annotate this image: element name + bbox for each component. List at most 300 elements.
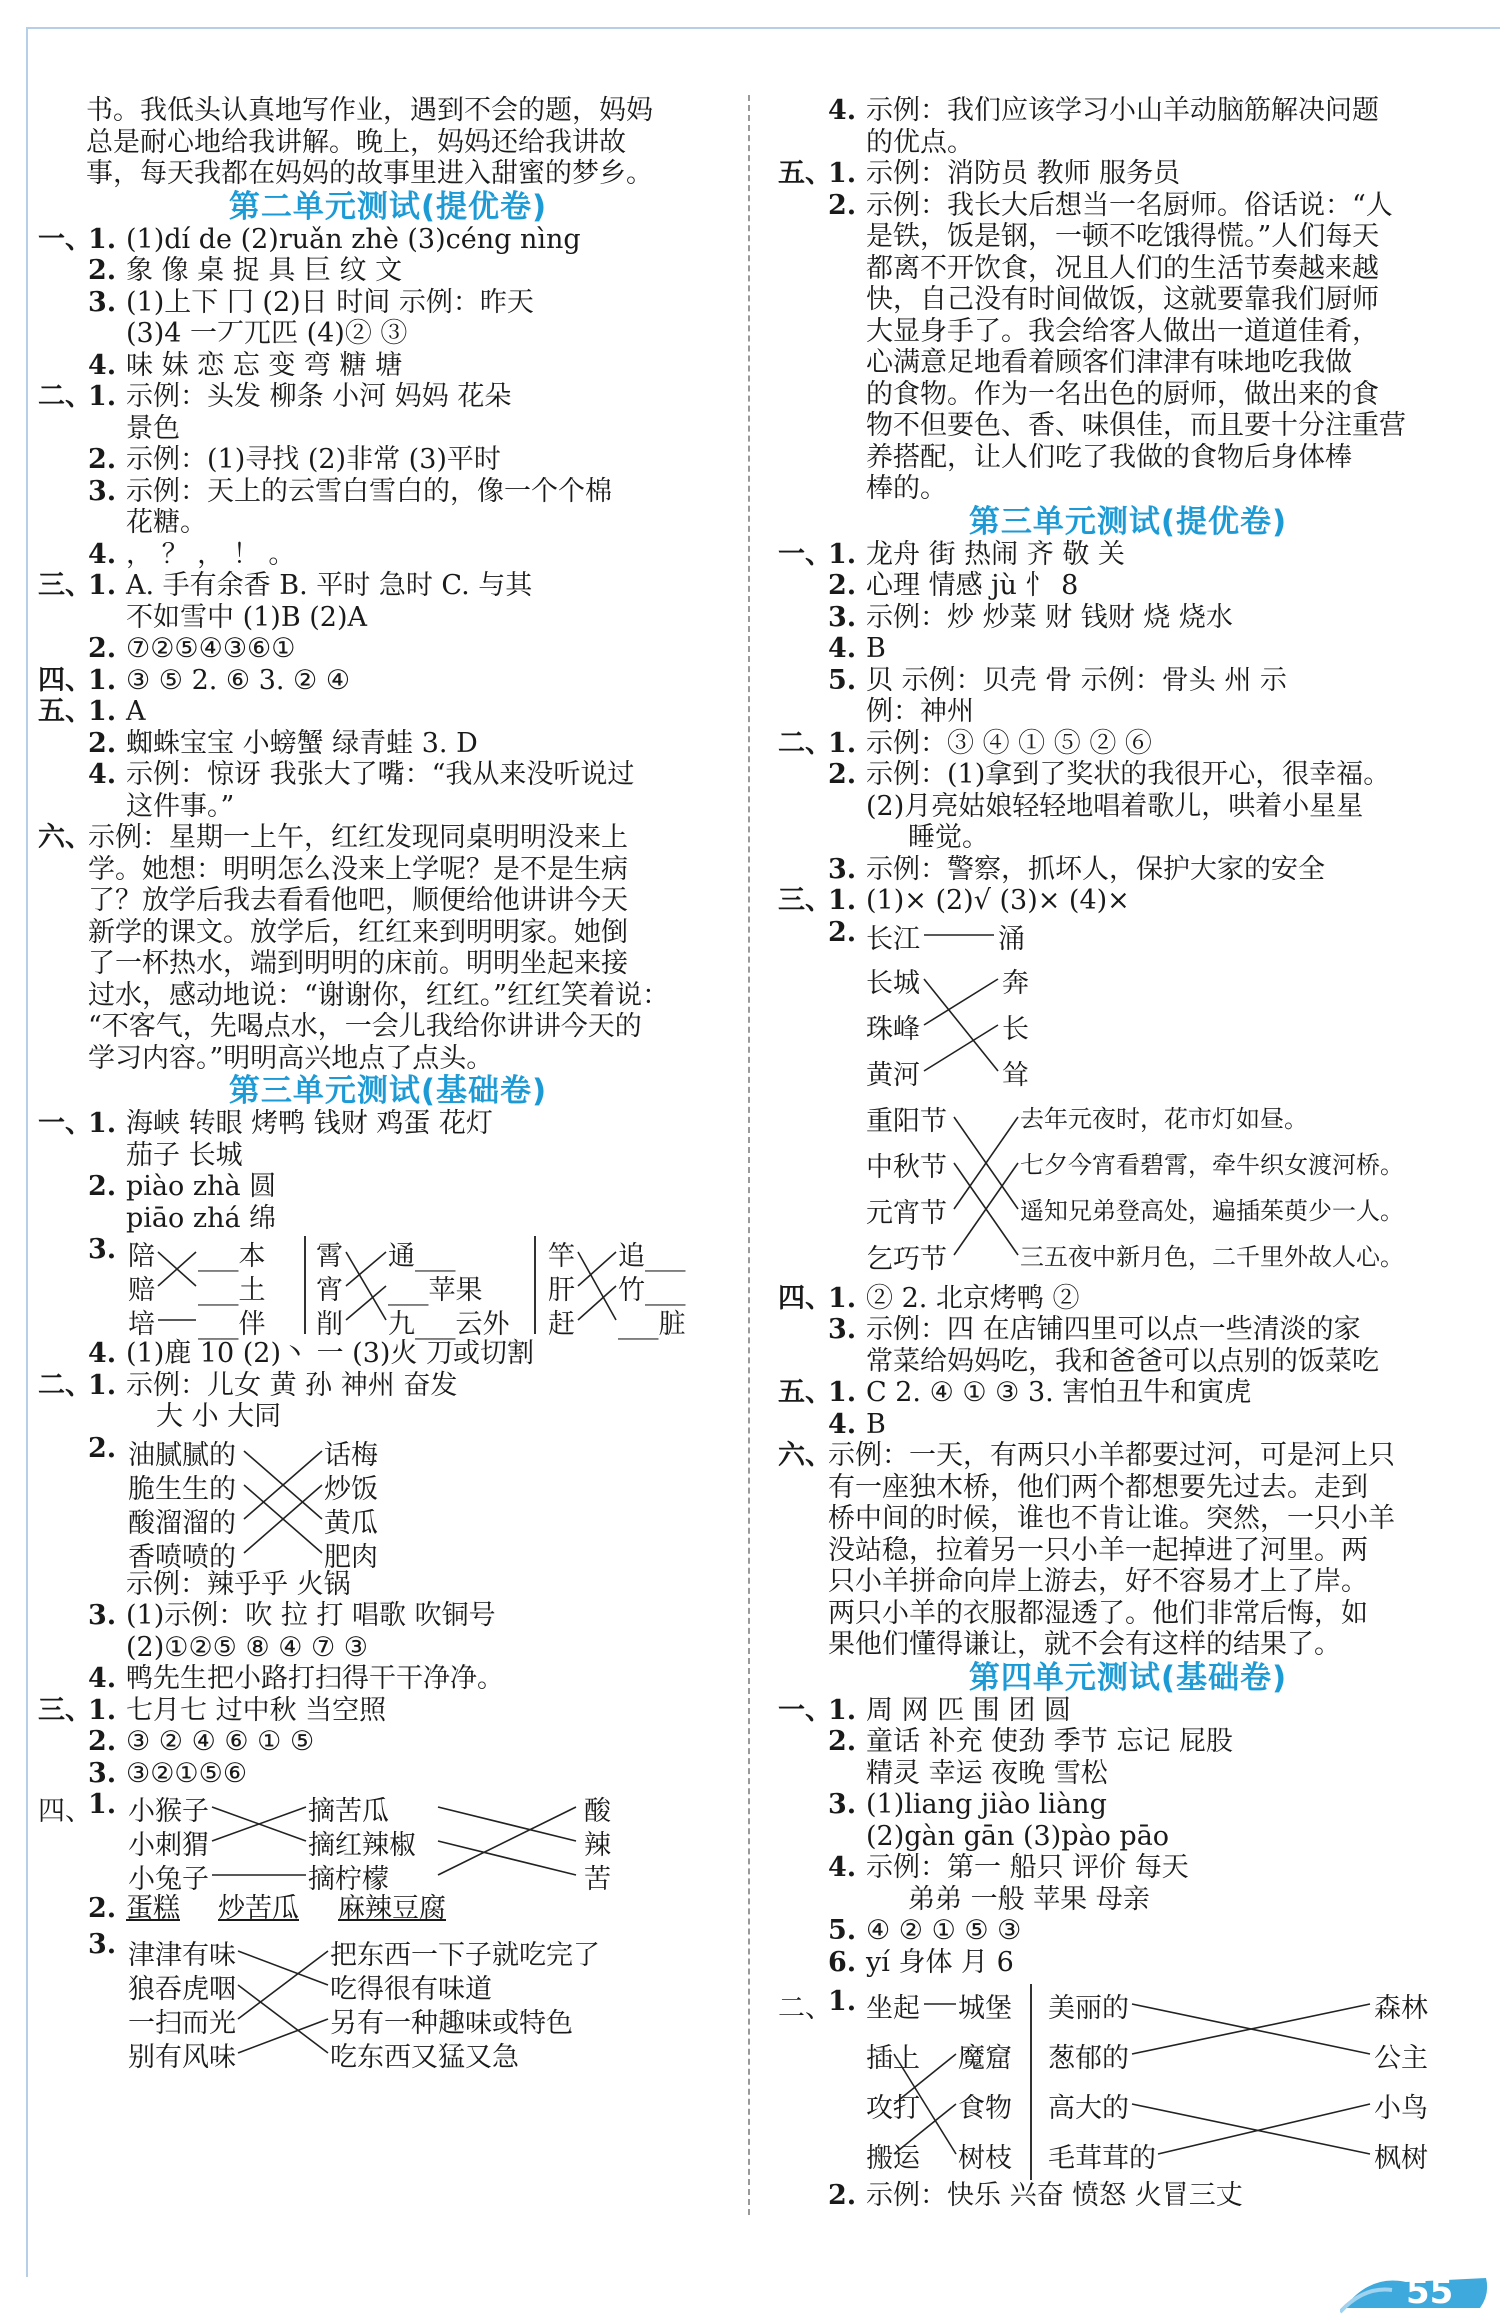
answer-text: 龙舟 街 热闹 齐 敬 关	[866, 538, 1125, 570]
text-line	[38, 158, 738, 190]
connector-lines	[778, 1984, 1478, 2180]
left-border	[26, 27, 28, 2277]
section-label: 二、	[38, 1369, 92, 1401]
text-line	[38, 127, 738, 159]
answer-line	[778, 1884, 1478, 1916]
item-number: 3.	[88, 286, 117, 318]
unit4-title: 第四单元测试(基础卷)	[968, 1659, 1288, 1696]
answer-text: 这件事。”	[126, 790, 235, 822]
match-item: 小刺猬	[128, 1830, 209, 1861]
essay-line: “不客气，先喝点水，一会儿我给你讲讲今天的	[88, 1011, 642, 1042]
answer-line	[778, 1566, 1478, 1598]
item-number: 4.	[828, 1408, 857, 1440]
text-line	[38, 95, 738, 127]
match-item: 插上	[866, 2043, 920, 2074]
match-item: 乞巧节	[866, 1243, 947, 1275]
match-item: 酸	[584, 1796, 611, 1827]
answer-line	[778, 379, 1478, 411]
item-number: 4.	[88, 349, 117, 381]
section-label: 四、	[38, 664, 92, 696]
section-label: 三、	[38, 1694, 92, 1726]
answer-text: 示例：警察，抓坏人，保护大家的安全	[866, 853, 1325, 885]
answer-line	[38, 539, 738, 571]
item-number: 2.	[88, 1726, 117, 1757]
essay-line: 示例：我长大后想当一名厨师。俗话说：“人	[866, 189, 1393, 221]
essay-line: 只小羊拼命向岸上游去，好不容易才上了岸。	[828, 1566, 1368, 1597]
item-number: 2.	[828, 916, 857, 948]
item-number: 2.	[828, 759, 857, 790]
answer-text: A	[126, 696, 146, 727]
essay-line: 是铁，饭是钢，一顿不吃饿得慌。”人们每天	[866, 221, 1380, 252]
item-number: 1.	[88, 223, 117, 255]
item-number: 4.	[828, 633, 857, 664]
item-number: 2.	[828, 189, 857, 221]
section-label: 五、	[778, 158, 832, 189]
match-item: 搬运	[866, 2143, 920, 2174]
answer-line	[38, 1043, 738, 1075]
match-item: 吃东西又猛又急	[330, 2041, 519, 2073]
answer-text: ③②①⑤⑥	[126, 1757, 248, 1789]
match-item: 脆生生的	[128, 1473, 236, 1505]
answer-line	[38, 1600, 738, 1632]
item-number: 2.	[828, 2180, 857, 2211]
answer-text: 童话 补充 使劲 季节 忘记 屁股	[866, 1726, 1233, 1757]
answer-line	[778, 442, 1478, 474]
connector-lines	[38, 1234, 738, 1338]
item-number: 1.	[88, 1369, 117, 1401]
match-item: 宵	[316, 1275, 343, 1306]
answer-line	[778, 1915, 1478, 1947]
essay-line: 示例：一天，有两只小羊都要过河，可是河上只	[828, 1440, 1395, 1471]
answer-line	[778, 1283, 1478, 1315]
section-label: 三、	[38, 570, 92, 601]
answer-line	[778, 696, 1478, 728]
match-item: 去年元夜时，花市灯如昼。	[1020, 1104, 1308, 1133]
match-item: 耸	[1002, 1059, 1029, 1091]
answer-text: 七月七 过中秋 当空照	[126, 1694, 387, 1726]
answer-text: 睡觉。	[908, 822, 989, 853]
match-item: 通___	[388, 1241, 456, 1272]
item-number: 6.	[828, 1946, 857, 1978]
matching-exercise	[778, 916, 1478, 1091]
match-item: 话梅	[324, 1439, 378, 1471]
answer-line	[38, 854, 738, 886]
answer-line	[778, 190, 1478, 222]
answer-text: (1)× (2)√ (3)× (4)×	[866, 885, 1130, 916]
answer-line	[38, 728, 738, 760]
match-item: 葱郁的	[1048, 2043, 1129, 2074]
answer-text: 示例：惊讶 我张大了嘴：“我从来没听说过	[126, 759, 635, 790]
answer-line	[38, 822, 738, 854]
section-label: 四、	[38, 1796, 92, 1827]
essay-line: 棒的。	[866, 473, 947, 504]
page-number: 55	[1406, 2272, 1454, 2312]
answer-text: ③ ② ④ ⑥ ① ⑤	[126, 1726, 315, 1757]
match-item: 黄瓜	[324, 1507, 378, 1539]
page-number-badge	[1340, 2268, 1490, 2314]
match-item: 油腻腻的	[128, 1439, 236, 1471]
match-item: 三五夜中新月色，二千里外故人心。	[1020, 1242, 1404, 1271]
answer-text: 不如雪中 (1)B (2)A	[126, 601, 367, 633]
answer-line	[778, 221, 1478, 253]
essay-line: 大显身手了。我会给客人做出一道道佳肴，	[866, 315, 1379, 347]
matching-exercise	[38, 1789, 738, 1893]
answer-line	[778, 1947, 1478, 1979]
answer-line	[38, 759, 738, 791]
unit2-title: 第二单元测试(提优卷)	[228, 188, 548, 225]
answer-text: 茄子 长城	[126, 1139, 243, 1171]
answer-text: 示例：(1)寻找 (2)非常 (3)平时	[126, 444, 501, 475]
answer-line	[778, 1346, 1478, 1378]
answer-text: (3)4 一丆兀匹 (4)② ③	[126, 318, 408, 349]
answer-line	[38, 224, 738, 256]
match-item: 摘苦瓜	[308, 1796, 389, 1827]
section-label: 四、	[778, 1282, 832, 1314]
answer-line	[38, 1893, 738, 1925]
match-item: 长	[1002, 1013, 1029, 1045]
answer-line	[38, 1726, 738, 1758]
match-item: 培	[128, 1309, 155, 1340]
section-label: 二、	[778, 727, 832, 759]
answer-line	[778, 759, 1478, 791]
answer-text: 的优点。	[866, 126, 974, 158]
answer-text: ⑦②⑤④③⑥①	[126, 633, 296, 664]
answer-line	[38, 1338, 738, 1370]
match-item: 辣	[584, 1830, 611, 1861]
answer-text: 景色	[126, 412, 180, 444]
answer-line	[38, 1401, 738, 1433]
match-item: 吃得很有味道	[330, 1973, 492, 2005]
answer-line	[38, 791, 738, 823]
item-number: 2.	[88, 633, 117, 664]
match-item: 摘柠檬	[308, 1864, 389, 1895]
answer-line	[778, 854, 1478, 886]
match-item: 美丽的	[1048, 1993, 1129, 2024]
answer-line	[38, 1569, 738, 1601]
answer-line	[778, 410, 1478, 442]
intro-line: 事，每天我都在妈妈的故事里进入甜蜜的梦乡。	[86, 158, 653, 189]
answer-line	[778, 1726, 1478, 1758]
answer-text: 示例：③ ④ ① ⑤ ② ⑥	[866, 727, 1152, 759]
match-item: 攻打	[866, 2093, 920, 2124]
answer-line	[38, 1663, 738, 1695]
item-number: 1.	[828, 1694, 857, 1726]
match-item: 小猴子	[128, 1796, 209, 1827]
essay-line: 果他们懂得谦让，就不会有这样的结果了。	[828, 1629, 1341, 1660]
answer-line	[778, 885, 1478, 917]
answer-text: 蛋糕	[126, 1893, 180, 1924]
answer-line	[38, 570, 738, 602]
matching-exercise	[38, 1432, 738, 1573]
answer-line	[778, 95, 1478, 127]
answer-text: 炒苦瓜	[218, 1893, 299, 1924]
answer-line	[38, 948, 738, 980]
answer-line	[778, 1535, 1478, 1567]
answer-line	[778, 1695, 1478, 1727]
match-item: 长江	[866, 923, 920, 955]
intro-line: 书。我低头认真地写作业，遇到不会的题，妈妈	[86, 95, 653, 126]
match-item: 高大的	[1048, 2093, 1129, 2124]
connector-lines	[38, 1433, 738, 1569]
answer-line	[38, 287, 738, 319]
answer-text: 示例：炒 炒菜 财 钱财 烧 烧水	[866, 601, 1233, 633]
answer-text: 海峡 转眼 烤鸭 钱财 鸡蛋 花灯	[126, 1108, 493, 1139]
item-number: 1.	[88, 664, 117, 696]
answer-text: 贝 示例：贝壳 骨 示例：骨头 州 示	[866, 664, 1287, 696]
matching-exercise	[778, 1984, 1478, 2180]
answer-text: 示例：天上的云雪白雪白的，像一个个棉	[126, 475, 612, 507]
answer-line	[38, 665, 738, 697]
answer-line	[38, 1108, 738, 1140]
essay-line: 了？放学后我去看看他吧，顺便给他讲讲今天	[88, 885, 628, 916]
intro-line: 总是耐心地给我讲解。晚上，妈妈还给我讲故	[86, 126, 626, 158]
answer-text: 示例：辣乎乎 火锅	[126, 1568, 351, 1600]
item-number: 4.	[828, 95, 857, 126]
match-item: 肝	[548, 1275, 575, 1306]
match-item: 坐起	[866, 1993, 920, 2024]
answer-text: 示例：四 在店铺四里可以点一些清淡的家	[866, 1314, 1361, 1345]
matching-exercise	[38, 1234, 738, 1338]
item-number: 1.	[88, 1108, 117, 1139]
answer-text: (1)liang jiào liàng	[866, 1789, 1107, 1820]
item-number: 2.	[88, 1171, 117, 1202]
answer-text: C 2. ④ ① ③ 3. 害怕丑牛和寅虎	[866, 1377, 1252, 1408]
match-item: 森林	[1374, 1993, 1428, 2024]
item-number: 3.	[88, 475, 117, 507]
answer-text: 鸭先生把小路打扫得干干净净。	[126, 1663, 504, 1694]
match-item: 竿	[548, 1241, 575, 1272]
section-label: 三、	[778, 885, 832, 916]
section-label: 五、	[38, 696, 92, 727]
answer-line	[38, 444, 738, 476]
answer-line	[778, 1503, 1478, 1535]
match-item: 长城	[866, 967, 920, 999]
answer-text: (1)示例：吹 拉 打 唱歌 吹铜号	[126, 1600, 496, 1631]
answer-text: 示例：快乐 兴奋 愤怒 火冒三丈	[866, 2180, 1243, 2211]
item-number: 1.	[828, 885, 857, 916]
section-label: 二、	[38, 381, 92, 412]
item-number: 1.	[88, 570, 117, 601]
answer-text: 示例：第一 船只 评价 每天	[866, 1852, 1189, 1883]
unit3-title: 第三单元测试(基础卷)	[228, 1073, 548, 1109]
answer-line	[778, 791, 1478, 823]
answer-text: (1)上下 ⼌ (2)日 时间 示例：昨天	[126, 286, 534, 318]
item-number: 4.	[828, 1852, 857, 1883]
match-item: 魔窟	[958, 2043, 1012, 2074]
answer-line	[778, 570, 1478, 602]
answer-text: piào zhà 圆	[126, 1171, 277, 1202]
answer-line	[778, 1409, 1478, 1441]
match-item: ___伴	[198, 1309, 266, 1340]
essay-line: 都离不开饮食，况且人们的生活节奏越来越	[866, 252, 1379, 284]
answer-line	[38, 1011, 738, 1043]
match-item: 别有风味	[128, 2041, 236, 2073]
answer-line	[778, 665, 1478, 697]
answer-line	[38, 1203, 738, 1235]
match-item: 削	[316, 1309, 343, 1340]
answer-text: 示例：消防员 教师 服务员	[866, 158, 1181, 189]
match-item: 重阳节	[866, 1105, 947, 1137]
match-item: 涌	[998, 923, 1025, 955]
item-number: 5.	[828, 1915, 857, 1946]
answer-line	[778, 473, 1478, 505]
answer-line	[38, 917, 738, 949]
essay-line: 示例：星期一上午，红红发现同桌明明没来上	[88, 822, 628, 853]
connector-lines	[38, 1789, 738, 1893]
answer-text: (1)dí de (2)ruǎn zhè (3)céng nìng	[126, 223, 581, 255]
answer-line	[38, 1140, 738, 1172]
answer-text: 麻辣豆腐	[338, 1893, 446, 1924]
match-item: 苦	[584, 1864, 611, 1895]
match-item: 酸溜溜的	[128, 1507, 236, 1539]
match-item: ___苹果	[388, 1275, 483, 1306]
answer-line	[38, 350, 738, 382]
match-item: ___脏	[618, 1309, 686, 1340]
match-item: 七夕今宵看碧霄，牵牛织女渡河桥。	[1020, 1150, 1404, 1179]
answer-text: 精灵 幸运 夜晚 雪松	[866, 1757, 1108, 1789]
answer-line	[778, 127, 1478, 159]
match-item: 黄河	[866, 1059, 920, 1091]
answer-text: 周 网 匹 围 团 圆	[866, 1694, 1071, 1726]
match-item: 树枝	[958, 2143, 1012, 2174]
answer-text: 大 小 大同	[156, 1401, 282, 1432]
item-number: 2.	[88, 255, 117, 286]
answer-line	[38, 1758, 738, 1790]
match-item: 奔	[1002, 967, 1029, 999]
essay-line: 的食物。作为一名出色的厨师，做出来的食	[866, 378, 1379, 410]
item-number: 3.	[828, 1314, 857, 1345]
item-number: 3.	[88, 1600, 117, 1631]
match-item: 摘红辣椒	[308, 1830, 416, 1861]
answer-line	[38, 885, 738, 917]
match-item: 城堡	[958, 1993, 1012, 2024]
item-number: 3.	[828, 1789, 857, 1820]
answer-line	[38, 1695, 738, 1727]
right-column	[778, 95, 1478, 2212]
answer-text: 心理 情感 jù 忄 8	[866, 570, 1079, 601]
answer-line	[778, 1758, 1478, 1790]
match-item: 珠峰	[866, 1013, 920, 1045]
item-number: 2.	[88, 1432, 117, 1464]
answer-text: 象 像 桌 捉 具 巨 纹 文	[126, 255, 403, 286]
item-number: 3.	[88, 1234, 117, 1265]
match-item: 毛茸茸的	[1048, 2143, 1156, 2174]
match-item: 九___云外	[388, 1309, 510, 1340]
answer-line	[778, 633, 1478, 665]
section-label: 一、	[38, 223, 92, 255]
essay-line: 两只小羊的衣服都湿透了。他们非常后悔，如	[828, 1597, 1368, 1629]
matching-exercise	[38, 1928, 738, 2073]
answer-line	[38, 413, 738, 445]
answer-text: B	[866, 633, 886, 664]
match-item: 食物	[958, 2093, 1012, 2124]
answer-line	[778, 284, 1478, 316]
item-number: 2.	[88, 1893, 117, 1924]
answer-line	[778, 158, 1478, 190]
answer-text: 味 妹 恋 忘 变 弯 糖 塘	[126, 349, 403, 381]
answer-text: (2)月亮姑娘轻轻地唱着歌儿，哄着小星星	[866, 790, 1364, 822]
item-number: 4.	[88, 538, 117, 570]
matching-exercise	[778, 1095, 1478, 1283]
match-item: 陪	[128, 1241, 155, 1272]
match-item: 赶	[548, 1309, 575, 1340]
item-number: 1.	[88, 1694, 117, 1726]
section-label: 五、	[778, 1377, 832, 1408]
answer-line	[38, 1370, 738, 1402]
answer-text: 示例：儿女 黄 孙 神州 奋发	[126, 1369, 458, 1401]
answer-line	[38, 1171, 738, 1203]
answer-line	[778, 728, 1478, 760]
item-number: 2.	[828, 570, 857, 601]
column-divider	[748, 95, 750, 2215]
answer-line	[38, 633, 738, 665]
match-item: 一扫而光	[128, 2007, 236, 2039]
match-item: 枫树	[1374, 2143, 1428, 2174]
answer-text: 示例：(1)拿到了奖状的我很开心，很幸福。	[866, 759, 1391, 790]
match-item: ___土	[198, 1275, 266, 1306]
answer-text: 花糖。	[126, 507, 207, 538]
match-item: 香喷喷的	[128, 1541, 236, 1573]
item-number: 1.	[828, 158, 857, 189]
answer-text: ， ？ ， ！ 。	[126, 538, 296, 570]
item-number: 3.	[828, 601, 857, 633]
answer-line	[38, 1632, 738, 1664]
item-number: 2.	[88, 727, 117, 759]
item-number: 1.	[828, 1986, 857, 2017]
match-item: 小兔子	[128, 1864, 209, 1895]
match-item: 小鸟	[1374, 2093, 1428, 2124]
match-item: 中秋节	[866, 1151, 947, 1183]
match-item: 霄	[316, 1241, 343, 1272]
answer-line	[778, 1377, 1478, 1409]
essay-line: 桥中间的时候，谁也不肯让谁。突然，一只小羊	[828, 1503, 1395, 1534]
left-column	[38, 95, 738, 2073]
answer-line	[38, 602, 738, 634]
answer-line	[38, 507, 738, 539]
answer-line	[38, 255, 738, 287]
section-label: 二、	[778, 1993, 832, 2024]
match-item: 炒饭	[324, 1473, 378, 1505]
essay-line: 心满意足地看着顾客们津津有味地吃我做	[866, 347, 1352, 378]
item-number: 1.	[88, 1789, 117, 1820]
answer-line	[778, 316, 1478, 348]
item-number: 3.	[88, 1928, 117, 1960]
connector-lines	[38, 1929, 738, 2069]
unit3-advanced-title: 第三单元测试(提优卷)	[968, 503, 1288, 540]
answer-text: 示例：我们应该学习小山羊动脑筋解决问题	[866, 95, 1379, 126]
essay-line: 养搭配，让人们吃了我做的食物后身体棒	[866, 441, 1352, 473]
section-label: 一、	[778, 1694, 832, 1726]
item-number: 4.	[88, 759, 117, 790]
match-item: 竹___	[618, 1275, 686, 1306]
answer-text: 示例：头发 柳条 小河 妈妈 花朵	[126, 381, 512, 412]
answer-line	[38, 318, 738, 350]
essay-line: 过水，感动地说：“谢谢你，红红。”红红笑着说：	[88, 979, 670, 1011]
section-label: 六、	[778, 1440, 832, 1471]
answer-line	[778, 1629, 1478, 1661]
match-item: 遥知兄弟登高处，遍插茱萸少一人。	[1020, 1196, 1404, 1225]
item-number: 3.	[88, 1757, 117, 1789]
answer-text: ③ ⑤ 2. ⑥ 3. ② ④	[126, 664, 351, 696]
essay-line: 有一座独木桥，他们两个都想要先过去。走到	[828, 1471, 1368, 1503]
answer-line	[778, 2180, 1478, 2212]
answer-line	[778, 602, 1478, 634]
answer-line	[778, 1598, 1478, 1630]
match-item: 狼吞虎咽	[128, 1973, 236, 2005]
answer-text: A. 手有余香 B. 平时 急时 C. 与其	[126, 570, 533, 601]
item-number: 4.	[88, 1663, 117, 1694]
match-item: 肥肉	[324, 1541, 378, 1573]
